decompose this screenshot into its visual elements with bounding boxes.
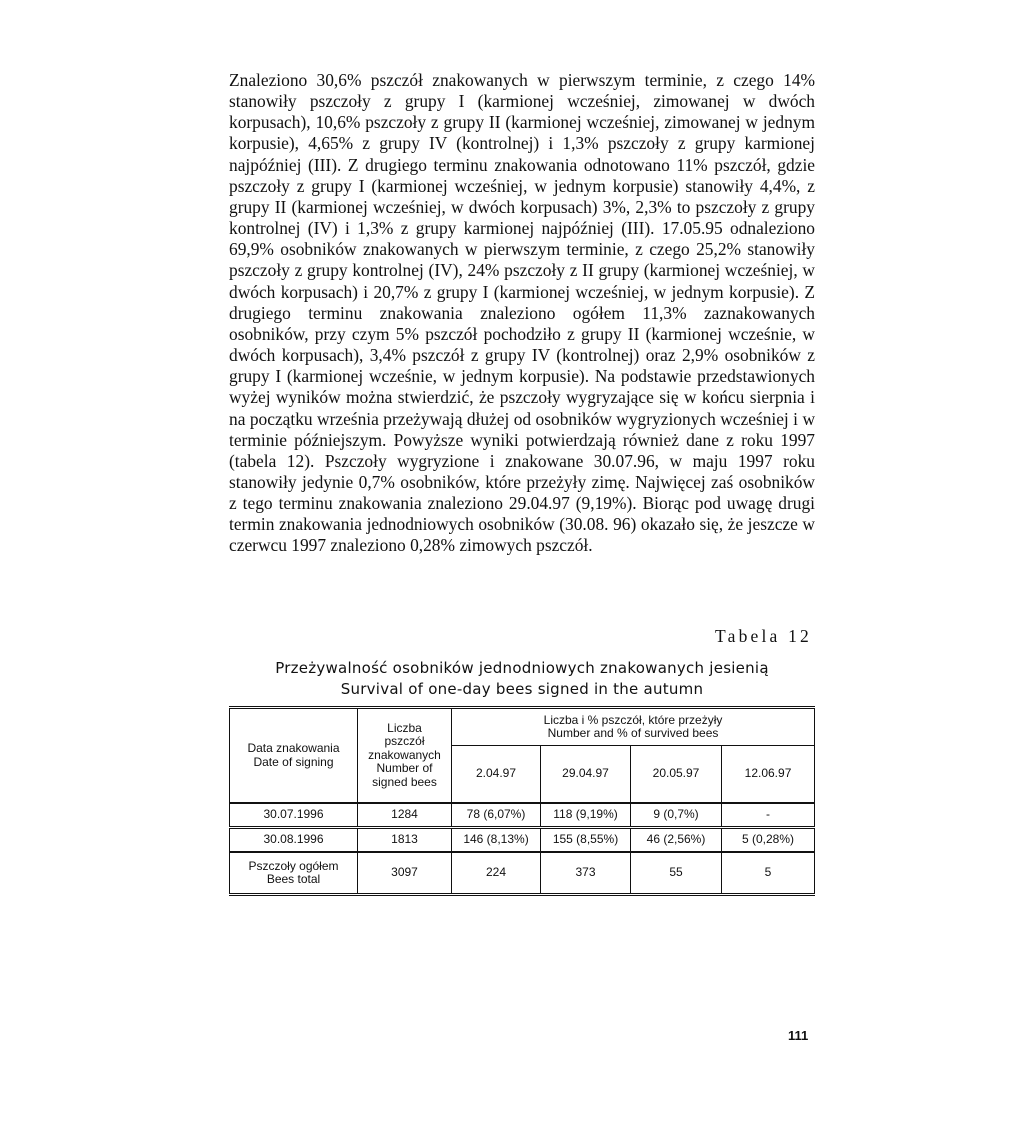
header-date-cell: 12.06.97 xyxy=(722,746,815,804)
survival-table xyxy=(229,706,815,896)
row-value-cell: 78 (6,07%) xyxy=(452,803,541,828)
total-value-cell: 373 xyxy=(541,852,631,895)
table-header-row xyxy=(230,708,815,746)
header-signed-line: signed bees xyxy=(372,774,437,789)
table-caption-english: Survival of one-day bees signed in the autumn xyxy=(340,680,704,698)
total-label-cell xyxy=(230,852,358,895)
header-signed-bees xyxy=(358,708,452,804)
total-label-en: Bees total xyxy=(266,872,321,886)
total-value-cell: 224 xyxy=(452,852,541,895)
header-signed-line: Liczba xyxy=(387,720,422,735)
total-signed-cell: 3097 xyxy=(358,852,452,895)
header-date-cell: 20.05.97 xyxy=(631,746,722,804)
row-date-cell: 30.08.1996 xyxy=(230,828,358,853)
header-date-cell: 2.04.97 xyxy=(452,746,541,804)
header-date-cell: 29.04.97 xyxy=(541,746,631,804)
row-value-cell: 5 (0,28%) xyxy=(722,828,815,853)
row-signed-cell: 1813 xyxy=(358,828,452,853)
row-signed-cell: 1284 xyxy=(358,803,452,828)
table-number: Tabela 12 xyxy=(714,626,812,646)
row-value-cell: 118 (9,19%) xyxy=(541,803,631,828)
row-value-cell: 146 (8,13%) xyxy=(452,828,541,853)
page-number: 111 xyxy=(788,1028,809,1043)
header-survived-group xyxy=(452,708,815,746)
row-date-cell: 30.07.1996 xyxy=(230,803,358,828)
header-signed-line: Number of xyxy=(376,761,433,776)
header-signed-line: znakowanych xyxy=(368,747,441,762)
total-value-cell: 55 xyxy=(631,852,722,895)
header-signed-line: pszczół xyxy=(384,734,425,749)
row-value-cell: - xyxy=(722,803,815,828)
total-value-cell: 5 xyxy=(722,852,815,895)
table-caption-polish: Przeżywalność osobników jednodniowych znakowanych jesienią xyxy=(275,659,769,677)
table-total-row xyxy=(230,852,815,895)
total-label-pl: Pszczoły ogółem xyxy=(248,858,339,873)
table-row xyxy=(230,803,815,828)
table-row xyxy=(230,828,815,853)
row-value-cell: 46 (2,56%) xyxy=(631,828,722,853)
row-value-cell: 155 (8,55%) xyxy=(541,828,631,853)
header-date-pl: Data znakowania xyxy=(247,741,340,755)
body-paragraph: Znaleziono 30,6% pszczół znakowanych w pierwszym terminie, z czego 14% stanowiły pszczoły z grupy I (karmionej wcześniej, zimowanej w dwóch korpusach), 10,6% pszczoły z grupy II (karmionej wcześniej, zimowanej w jednym korpusie), 4,65% z grupy IV (kontrolnej) i 1,3% pszczoły z grupy karmionej najpóźniej (III). Z drugiego terminu znakowania odnotowano 11% pszczół, gdzie pszczoły z grupy I (karmionej wcześniej, w jednym korpusie) stanowiły 4,4%, z grupy II (karmionej wcześniej, w dwóch korpusach) 3%, 2,3% to pszczoły z grupy kontrolnej (IV) i 1,3% z grupy karmionej najpóźniej (III). 17.05.95 odnaleziono 69,9% osobników znakowanych w pierwszym terminie, z czego 25,2% stanowiły pszczoły z grupy kontrolnej (IV), 24% pszczoły z II grupy (karmionej wcześniej, w dwóch korpusach) i 20,7% z grupy I (karmionej wcześniej, w jednym korpusie). Z drugiego terminu znakowania znaleziono ogółem 11,3% zaznakowanych osobników, przy czym 5% pszczół pochodziło z grupy II (karmionej wcześnie, w dwóch korpusach), 3,4% pszczół z grupy IV (kontrolnej) oraz 2,9% osobników z grupy I (karmionej wcześnie, w jednym korpusie). Na podstawie przedstawionych wyżej wyników można stwierdzić, że pszczoły wygryzające się w końcu sierpnia i na początku września przeżywają dłużej od osobników wygryzionych wcześniej i w terminie późniejszym. Powyższe wyniki potwierdzają również dane z roku 1997 (tabela 12). Pszczoły wygryzione i znakowane 30.07.96, w maju 1997 roku stanowiły jedynie 0,7% osobników, które przeżyły zimę. Najwięcej zaś osobników z tego terminu znakowania znaleziono 29.04.97 (9,19%). Biorąc pod uwagę drugi termin znakowania jednodniowych osobników (30.08. 96) okazało się, że jeszcze w czerwcu 1997 znaleziono 0,28% zimowych pszczół. xyxy=(229,70,815,556)
row-value-cell: 9 (0,7%) xyxy=(631,803,722,828)
header-survived-en: Number and % of survived bees xyxy=(547,726,719,740)
header-date-en: Date of signing xyxy=(253,754,334,769)
header-date-of-signing xyxy=(230,708,358,804)
header-survived-pl: Liczba i % pszczół, które przeżyły xyxy=(543,712,723,727)
